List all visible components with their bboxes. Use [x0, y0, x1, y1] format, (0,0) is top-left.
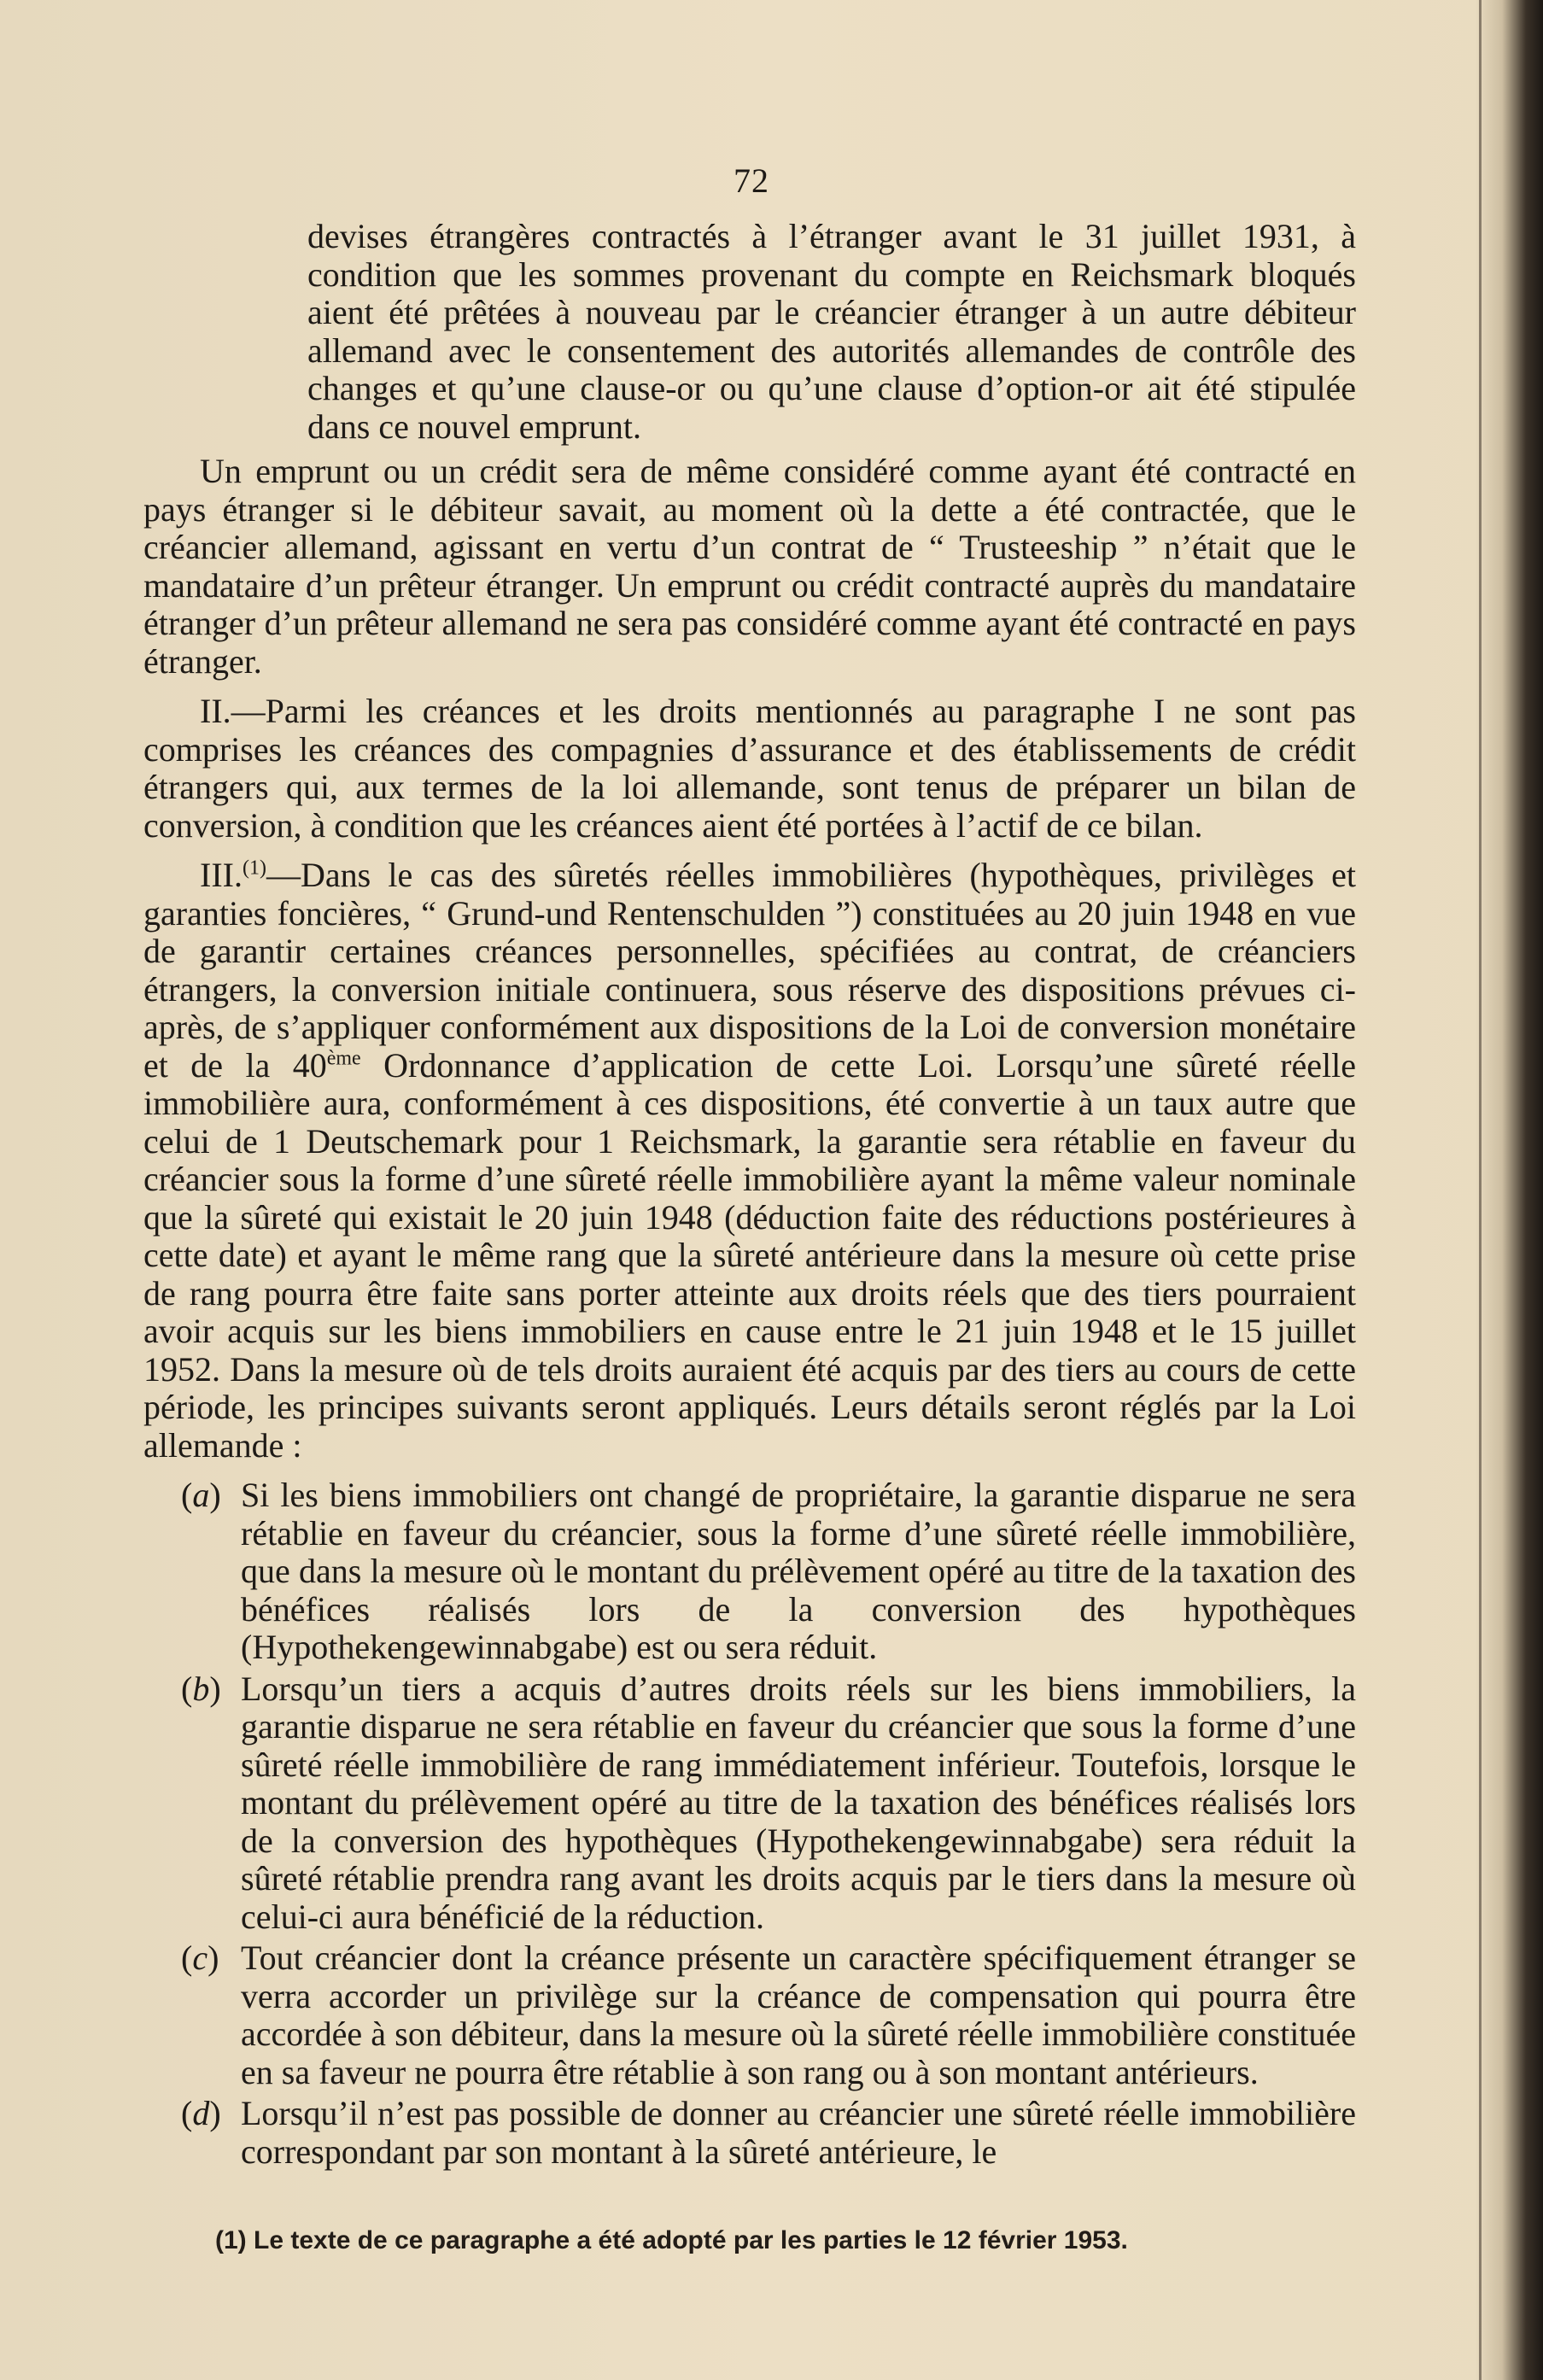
list-item-d [181, 2095, 1356, 2171]
list-label-a: (a) [181, 1476, 221, 1514]
page-number: 72 [734, 161, 769, 200]
section-iii-paragraph [143, 857, 1356, 1465]
list-text-a: Si les biens immobiliers ont changé de propriétaire, la garantie disparue ne sera rétablie en faveur du créancier, sous la forme d’une sûreté réelle immobilière, que dans la mesure où le montant du prélèvement opéré au titre de la taxation des bénéfices réalisés lors de la conversion des hypothèques (Hypothekengewinnabgabe) est ou sera réduit. [241, 1476, 1356, 1666]
list-item-b [181, 1670, 1356, 1937]
list-item-a [181, 1477, 1356, 1667]
section-ii-paragraph: II.—Parmi les créances et les droits mentionnés au paragraphe I ne sont pas comprises les créances des compagnies d’assurance et des établissements de crédit étrangers qui, aux termes de la loi allemande, sont tenus de préparer un bilan de conversion, à condition que les créances aient été portées à l’actif de ce bilan. [143, 692, 1356, 845]
list-label-c: (c) [181, 1939, 219, 1977]
body-text [143, 218, 1356, 2174]
footnote-marker: (1) [215, 2226, 247, 2254]
list-text-c: Tout créancier dont la créance présente un caractère spécifiquement étranger se verra accorder un privilège sur la créance de compensation qui pourra être accordée à son débiteur, dans la mesure où la sûreté réelle immobilière constituée en sa faveur ne pourra être rétablie à son rang ou à son montant antérieurs. [241, 1939, 1356, 2091]
section-iii-text-a: —Dans le cas des sûretés réelles immobilières (hypothèques, privilèges et garanties foncières, “ Grund-und Rentenschulden ”) constituées au 20 juin 1948 en vue de garantir certaines créances personnelles, spécifiées au contrat, de créanciers étrangers, la conversion initiale continuera, sous réserve des dispositions prévues ci-après, de s’appliquer conformément aux dispositions de la Loi de conversion monétaire et de la 40 [143, 856, 1356, 1085]
ordinal-suffix: ème [326, 1047, 361, 1070]
continuation-paragraph: devises étrangères contractés à l’étranger avant le 31 juillet 1931, à condition que les sommes provenant du compte en Reichsmark bloqués aient été prêtées à nouveau par le créancier étranger à un autre débiteur allemand avec le consentement des autorités allemandes de contrôle des changes et qu’une clause-or ou qu’une clause d’option-or ait été stipulée dans ce nouvel emprunt. [307, 217, 1356, 446]
book-spine [1475, 0, 1543, 2380]
section-iii-heading: III. [200, 856, 243, 894]
section-iii-text-b: Ordonnance d’application de cette Loi. Lorsqu’une sûreté réelle immobilière aura, conformément à ces dispositions, été convertie à un taux autre que celui de 1 Deutschemark pour 1 Reichsmark, la garantie sera rétablie en faveur du créancier sous la forme d’une sûreté réelle immobilière ayant la même valeur nominale que la sûreté qui existait le 20 juin 1948 (déduction faite des réductions postérieures à cette date) et ayant le même rang que la sûreté antérieure dans la mesure où cette prise de rang pourra être faite sans porter atteinte aux droits réels que des tiers pourraient avoir acquis sur les biens immobiliers en cause entre le 21 juin 1948 et le 15 juillet 1952. Dans la mesure où de tels droits auraient été acquis par des tiers au cours de cette période, les principes suivants seront appliqués. Leurs détails seront réglés par la Loi allemande : [143, 1045, 1356, 1465]
list-label-b: (b) [181, 1669, 221, 1708]
list-text-b: Lorsqu’un tiers a acquis d’autres droits réels sur les biens immobiliers, la garantie disparue ne sera rétablie en faveur du créancier que sous la forme d’une sûreté réelle immobilière de rang immédiatement inférieur. Toutefois, lorsque le montant du prélèvement opéré au titre de la taxation des bénéfices réalisés lors de la conversion des hypothèques (Hypothekengewinnabgabe) sera réduit la sûreté rétablie prendra rang avant les droits acquis par le tiers dans la mesure où celui-ci aura bénéficié de la réduction. [241, 1669, 1356, 1936]
footnote-text: Le texte de ce paragraphe a été adopté par les parties le 12 février 1953. [254, 2226, 1128, 2254]
list-label-d: (d) [181, 2094, 221, 2132]
footnote-reference: (1) [242, 857, 266, 880]
paragraph-trusteeship: Un emprunt ou un crédit sera de même considéré comme ayant été contracté en pays étranger si le débiteur savait, au moment où la dette a été contractée, que le créancier allemand, agissant en vertu d’un contrat de “ Trusteeship ” n’était que le mandataire d’un prêteur étranger. Un emprunt ou crédit contracté auprès du mandataire étranger d’un prêteur allemand ne sera pas considéré comme ayant été contracté en pays étranger. [143, 452, 1356, 681]
list-item-c [181, 1939, 1356, 2091]
list-text-d: Lorsqu’il n’est pas possible de donner au créancier une sûreté réelle immobilière correspondant par son montant à la sûreté antérieure, le [241, 2094, 1356, 2171]
footnote [215, 2226, 1325, 2255]
